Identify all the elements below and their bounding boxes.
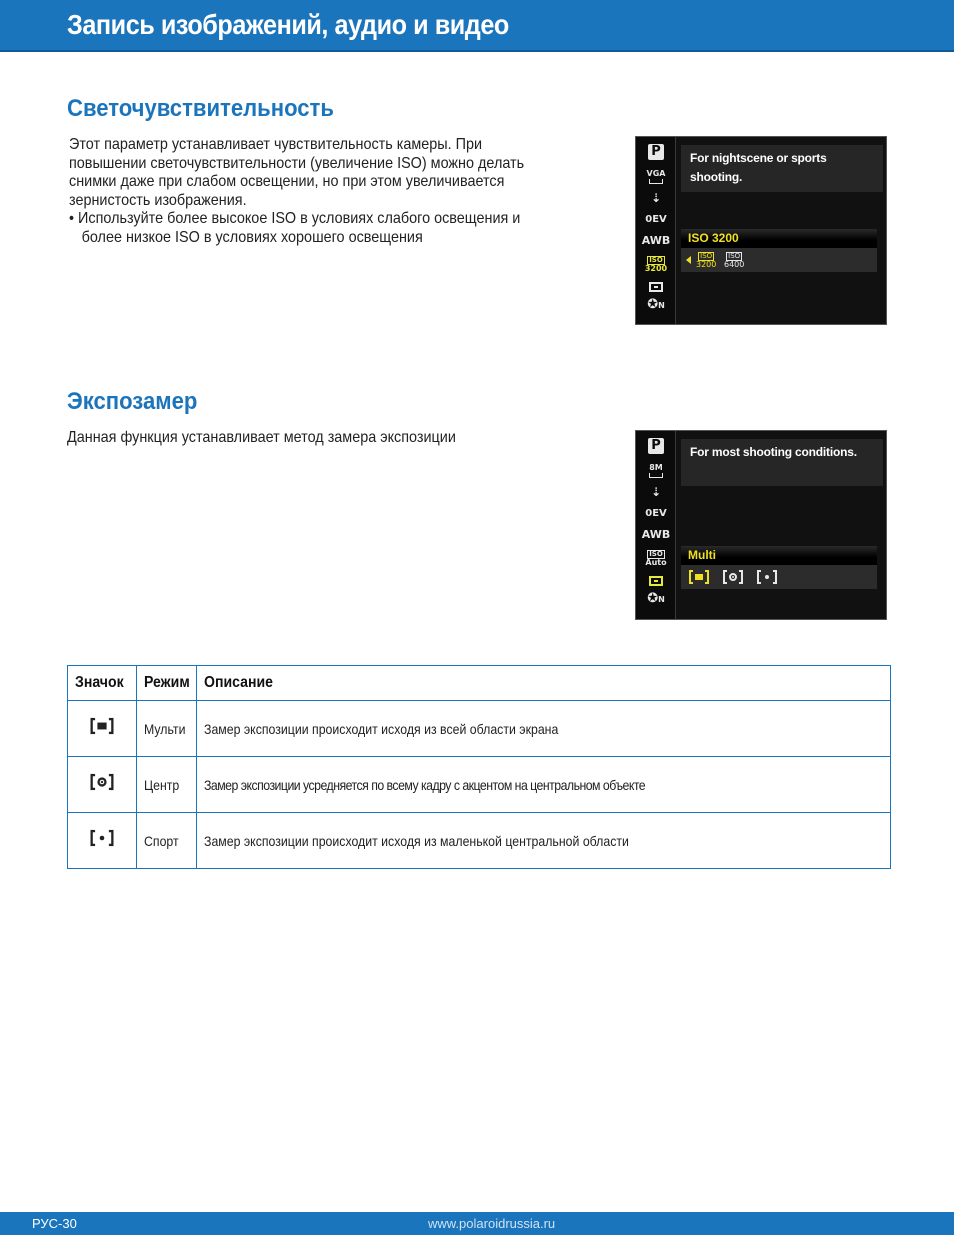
table-row	[68, 757, 891, 813]
mode-cell: Спорт	[137, 813, 197, 869]
section-title-metering: Экспозамер	[67, 388, 198, 415]
exposure-icon: 0EV	[645, 214, 667, 225]
camera-options	[681, 565, 877, 589]
resolution-icon: VGA	[641, 169, 671, 189]
quality-icon: ⇣	[650, 485, 662, 499]
iso-icon: ISO 3200	[644, 256, 668, 273]
white-balance-icon: AWB	[641, 234, 671, 247]
metering-modes-table	[67, 665, 891, 869]
page-title: Запись изображений, аудио и видео	[67, 9, 509, 40]
center-metering-icon	[723, 570, 743, 586]
mode-cell: Мульти	[137, 701, 197, 757]
program-mode-icon: P	[641, 144, 671, 164]
iso-option: ISO 3200	[696, 252, 717, 269]
camera-selected-value: ISO 3200	[681, 229, 877, 248]
camera-menu-sidebar	[636, 137, 676, 324]
quality-icon: ⇣	[650, 191, 662, 205]
iso-description	[69, 136, 573, 247]
mode-cell: Центр	[137, 757, 197, 813]
metering-icon	[641, 573, 671, 593]
page-number: РУС-30	[32, 1216, 77, 1231]
description-cell: Замер экспозиции происходит исходя из всей области экрана	[196, 701, 890, 757]
text-line: Этот параметр устанавливает чувствительность камеры. При	[69, 136, 483, 153]
face-detection-icon: ✪N	[647, 591, 665, 606]
text-line: Данная функция устанавливает метод замера экспозиции	[67, 429, 456, 446]
camera-screen-metering	[635, 430, 887, 620]
description-cell: Замер экспозиции усредняется по всему кадру с акцентом на центральном объекте	[196, 757, 890, 813]
table-header: Значок	[68, 666, 137, 701]
header-bar	[0, 0, 954, 52]
face-detection-icon: ✪N	[647, 297, 665, 312]
spot-metering-icon	[757, 570, 777, 586]
camera-selected-value: Multi	[681, 546, 877, 565]
camera-help-text: For most shooting conditions.	[681, 439, 883, 486]
bullet-line: • Используйте более высокое ISO в условиях слабого освещения и	[69, 210, 521, 227]
program-mode-icon: P	[641, 438, 671, 458]
footer-bar	[0, 1212, 954, 1235]
website-link[interactable]: www.polaroidrussia.ru	[428, 1216, 556, 1231]
camera-menu-sidebar	[636, 431, 676, 619]
multi-metering-icon	[68, 701, 137, 757]
metering-description	[67, 429, 553, 448]
bullet-line: более низкое ISO в условиях хорошего освещения	[81, 228, 423, 246]
description-cell: Замер экспозиции происходит исходя из маленькой центральной области	[196, 813, 890, 869]
spot-metering-icon	[68, 813, 137, 869]
camera-options	[681, 248, 877, 272]
text-line: снимки даже при слабом освещении, но при этом увеличивается	[69, 173, 505, 190]
text-line: зернистость изображения.	[69, 191, 247, 209]
table-row	[68, 813, 891, 869]
camera-help-text: For nightscene or sports shooting.	[681, 145, 883, 192]
center-metering-icon	[68, 757, 137, 813]
table-header: Режим	[137, 666, 197, 701]
section-title-iso: Светочувствительность	[67, 95, 334, 122]
multi-metering-icon	[689, 570, 709, 586]
text-line: повышении светочувствительности (увеличение ISO) можно делать	[69, 154, 525, 172]
metering-icon	[641, 279, 671, 299]
white-balance-icon: AWB	[641, 528, 671, 541]
arrow-left-icon	[686, 256, 691, 264]
iso-icon: ISO Auto	[645, 550, 667, 567]
exposure-icon: 0EV	[645, 508, 667, 519]
table-row	[68, 701, 891, 757]
iso-option: ISO 6400	[724, 252, 745, 269]
camera-screen-iso	[635, 136, 887, 325]
resolution-icon: 8M	[641, 463, 671, 483]
table-header: Описание	[196, 666, 890, 701]
table-header-row	[68, 666, 891, 701]
